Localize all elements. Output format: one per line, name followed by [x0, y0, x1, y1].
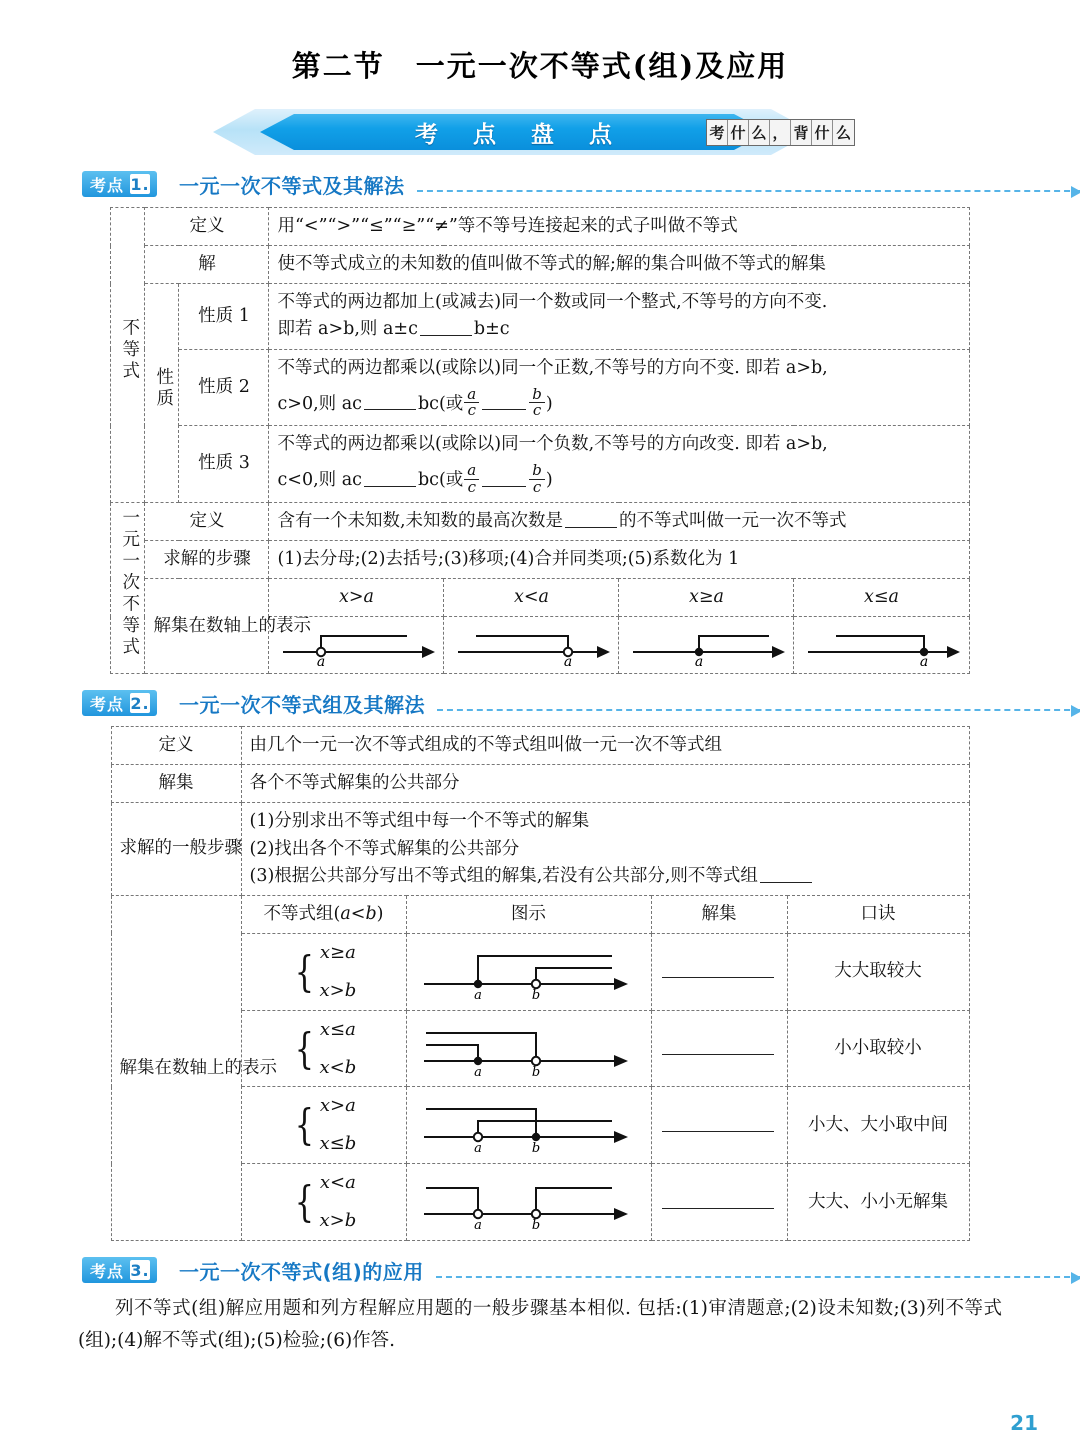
- cell-answer-blank-1: [651, 933, 787, 1010]
- inequality-line: x>a: [319, 1095, 356, 1117]
- svg-text:a: a: [564, 654, 573, 669]
- table-row: [111, 727, 969, 765]
- col-header-mnemonic: 口诀: [787, 895, 969, 933]
- cell-mnemonic-3: 小大、大小取中间: [787, 1087, 969, 1164]
- fill-blank: [364, 393, 416, 411]
- fill-blank: [760, 865, 812, 883]
- cell-solutionset-text: 各个不等式解集的公共部分: [241, 765, 969, 803]
- inequality-line: x>b: [319, 1210, 357, 1232]
- fraction-a-over-c: $\frac{a}{c}$: [464, 387, 479, 420]
- cell-diagram-1: [406, 933, 651, 1010]
- cell-answer-blank-3: [651, 1087, 787, 1164]
- inequality-line: x≤a: [319, 1018, 356, 1040]
- svg-text:b: b: [531, 1141, 541, 1156]
- kaodian-number: 2.: [130, 693, 150, 713]
- cell-diagram-4: [406, 1164, 651, 1241]
- row-label-definition: 定义: [111, 727, 241, 765]
- kaodian-label: 考点: [90, 1261, 125, 1281]
- fill-blank: [420, 319, 472, 337]
- group-label-inequality: 不等式: [111, 208, 145, 503]
- cell-property-1: [269, 284, 969, 349]
- stamp-char: 什: [728, 120, 749, 145]
- cell-diagram-3: [406, 1087, 651, 1164]
- row-label-general-steps: 求解的一般步骤: [111, 803, 241, 895]
- fill-blank: [662, 1037, 774, 1055]
- numberline-diagram-ge-a: [619, 617, 794, 674]
- kaodian-badge-2: [82, 690, 157, 716]
- numberline-head: x≤a: [794, 579, 969, 617]
- property-3-line-2: c<0,则 ac bc(或 $\frac{a}{c}$ $\frac{b}{c}$ ): [277, 461, 553, 496]
- cell-system-4: { x<a x>b: [241, 1164, 406, 1241]
- svg-text:a: a: [474, 1218, 482, 1233]
- cell-diagram-2: [406, 1010, 651, 1087]
- row-label-steps: 求解的步骤: [145, 540, 269, 578]
- row-label-property-2: 性质 2: [179, 349, 269, 426]
- cell-system-3: { x>a x≤b: [241, 1087, 406, 1164]
- banner-char: 点: [589, 121, 613, 148]
- cell-general-steps: [241, 803, 969, 895]
- cell-mnemonic-2: 小小取较小: [787, 1010, 969, 1087]
- row-label-property-1: 性质 1: [179, 284, 269, 349]
- numberline-head: x<a: [444, 579, 619, 617]
- property-1-line-2: 即若 a>b,则 a±c b±c: [277, 319, 510, 340]
- cell-definition-text: 由几个一元一次不等式组成的不等式组叫做一元一次不等式组: [241, 727, 969, 765]
- stamp-char: 什: [812, 120, 833, 145]
- section-title-1: 一元一次不等式及其解法: [179, 173, 405, 198]
- row-label-property-3: 性质 3: [179, 426, 269, 503]
- svg-text:b: b: [531, 987, 541, 1002]
- fill-blank: [482, 470, 526, 488]
- inequality-line: x≤b: [319, 1133, 357, 1155]
- section-dotted-rule-1: [417, 190, 1080, 192]
- row-label-numberline: 解集在数轴上的表示: [145, 579, 269, 674]
- kaodian-badge-1: [82, 171, 157, 197]
- table-row: [111, 284, 969, 349]
- group-label-properties: 性质: [145, 284, 179, 503]
- inequality-line: x<b: [319, 1056, 357, 1078]
- table-row: [111, 208, 969, 246]
- section-dotted-rule-2: [437, 709, 1080, 711]
- property-3-line-1: 不等式的两边都乘以(或除以)同一个负数,不等号的方向改变. 即若 a>b,: [277, 434, 828, 455]
- fill-blank: [482, 393, 526, 411]
- step-item: (3)根据公共部分写出不等式组的解集,若没有公共部分,则不等式组: [250, 863, 961, 890]
- section-dotted-rule-3: [436, 1276, 1080, 1278]
- svg-text:a: a: [317, 654, 326, 669]
- kaodian-number: 1.: [130, 174, 150, 194]
- fill-blank: [565, 510, 617, 528]
- section-header-2: [82, 688, 1080, 718]
- table-row: [111, 895, 969, 933]
- row-label-numberline-group: 解集在数轴上的表示: [111, 895, 241, 1240]
- kaodian-number: 3.: [130, 1260, 150, 1280]
- stamp-char: 么: [749, 120, 770, 145]
- banner-char: 考: [415, 121, 439, 148]
- svg-text:a: a: [474, 987, 482, 1002]
- section-header-1: [82, 169, 1080, 199]
- row-label-definition: 定义: [145, 208, 269, 246]
- cell-system-1: { x≥a x>b: [241, 933, 406, 1010]
- svg-text:a: a: [695, 654, 704, 669]
- cell-mnemonic-1: 大大取较大: [787, 933, 969, 1010]
- table-row: [111, 579, 969, 617]
- table-row: [111, 246, 969, 284]
- stamp-char: 背: [791, 120, 812, 145]
- cell-mnemonic-4: 大大、小小无解集: [787, 1164, 969, 1241]
- table-row: [111, 765, 969, 803]
- fraction-a-over-c: $\frac{a}{c}$: [464, 463, 479, 496]
- inequality-line: x<a: [319, 1172, 356, 1194]
- col-header-solutionset: 解集: [651, 895, 787, 933]
- table-row: [111, 502, 969, 540]
- group-label-linear-inequality: 一元一次不等式: [111, 502, 145, 673]
- banner-char: 点: [473, 121, 497, 148]
- col-header-inequality-system: 不等式组(a<b): [241, 895, 406, 933]
- inequality-line: x>b: [319, 979, 357, 1001]
- kaodian-badge-3: [82, 1257, 157, 1283]
- section-title-2: 一元一次不等式组及其解法: [179, 692, 426, 717]
- numberline-diagram-lt-a: [444, 617, 619, 674]
- svg-text:a: a: [474, 1141, 482, 1156]
- table-row: [111, 540, 969, 578]
- cell-solution-text: 使不等式成立的未知数的值叫做不等式的解;解的集合叫做不等式的解集: [269, 246, 969, 284]
- page-number: 21: [1010, 1411, 1038, 1435]
- table-row: [111, 426, 969, 503]
- row-label-solution: 解: [145, 246, 269, 284]
- stamp-char: 考: [707, 120, 728, 145]
- row-label-solutionset: 解集: [111, 765, 241, 803]
- section-header-3: [82, 1255, 1080, 1285]
- fill-blank: [364, 470, 416, 488]
- kaodian-label: 考点: [90, 175, 125, 195]
- section-banner: [0, 107, 1080, 159]
- stamp-char: ，: [770, 120, 791, 145]
- inequality-line: x≥a: [319, 941, 356, 963]
- svg-text:a: a: [920, 654, 929, 669]
- cell-answer-blank-4: [651, 1164, 787, 1241]
- col-header-diagram: 图示: [406, 895, 651, 933]
- property-2-line-1: 不等式的两边都乘以(或除以)同一个正数,不等号的方向不变. 即若 a>b,: [277, 357, 828, 378]
- cell-answer-blank-2: [651, 1010, 787, 1087]
- svg-text:b: b: [531, 1218, 541, 1233]
- banner-stamp: [706, 119, 855, 146]
- svg-text:a: a: [474, 1064, 482, 1079]
- page-title: 第二节 一元一次不等式(组)及应用: [291, 49, 789, 83]
- numberline-diagram-le-a: [794, 617, 969, 674]
- kaodian-label: 考点: [90, 694, 125, 714]
- table-row: [111, 803, 969, 895]
- numberline-head: x≥a: [619, 579, 794, 617]
- cell-definition-text: 用“<”“>”“≤”“≥”“≠”等不等号连接起来的式子叫做不等式: [269, 208, 969, 246]
- banner-title: [260, 114, 768, 150]
- svg-text:b: b: [531, 1064, 541, 1079]
- cell-system-2: { x≤a x<b: [241, 1010, 406, 1087]
- fraction-b-over-c: $\frac{b}{c}$: [529, 387, 545, 420]
- concept-table-2: [111, 726, 970, 1241]
- concept-table-1: [110, 207, 969, 674]
- step-item: (1)分别求出不等式组中每一个不等式的解集: [249, 811, 590, 832]
- fill-blank: [662, 961, 774, 979]
- section-title-3: 一元一次不等式(组)的应用: [179, 1259, 424, 1284]
- fraction-b-over-c: $\frac{b}{c}$: [529, 463, 545, 496]
- stamp-char: 么: [835, 124, 851, 142]
- step-item: (2)找出各个不等式解集的公共部分: [249, 838, 520, 859]
- cell-property-3: [269, 426, 969, 503]
- row-label-definition-2: 定义: [145, 502, 269, 540]
- property-2-line-2: c>0,则 ac bc(或 $\frac{a}{c}$ $\frac{b}{c}$ ): [277, 384, 553, 420]
- numberline-head: x>a: [269, 579, 444, 617]
- fill-blank: [662, 1114, 774, 1132]
- cell-property-2: [269, 349, 969, 426]
- cell-steps-text: (1)去分母;(2)去括号;(3)移项;(4)合并同类项;(5)系数化为 1: [269, 540, 969, 578]
- fill-blank: [662, 1191, 774, 1209]
- banner-char: 盘: [531, 121, 555, 148]
- property-1-line-1: 不等式的两边都加上(或减去)同一个数或同一个整式,不等号的方向不变.: [277, 292, 828, 313]
- section-3-paragraph: 列不等式(组)解应用题和列方程解应用题的一般步骤基本相似. 包括:(1)审清题意;(2)设未知数;(3)列不等式(组);(4)解不等式(组);(5)检验;(6)作答.: [78, 1298, 1002, 1351]
- cell-definition-2: 含有一个未知数,未知数的最高次数是 的不等式叫做一元一次不等式: [269, 502, 969, 540]
- table-row: [111, 349, 969, 426]
